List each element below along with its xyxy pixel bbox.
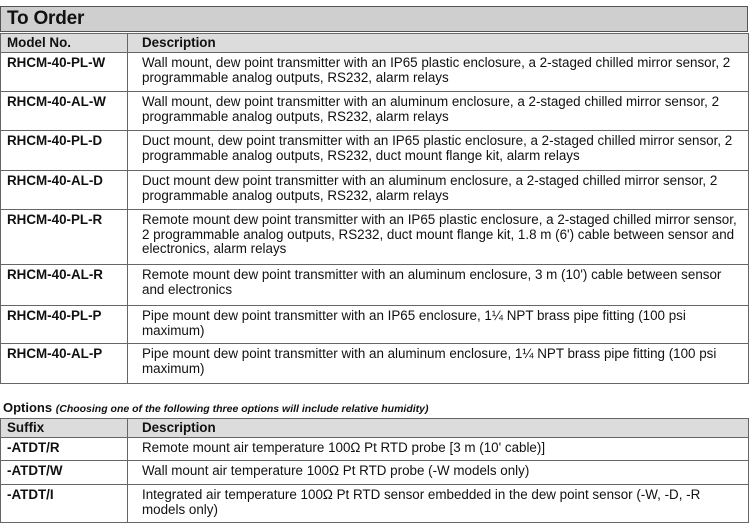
options-note: (Choosing one of the following three options will include relative humidity) — [55, 403, 429, 415]
model-description: Pipe mount dew point transmitter with an aluminum enclosure, 1¼ NPT brass pipe fitting (100 psi maximum) — [128, 344, 749, 384]
option-suffix: -ATDT/I — [1, 485, 128, 523]
models-header-row — [1, 34, 749, 53]
model-description: Duct mount, dew point transmitter with an IP65 plastic enclosure, a 2-staged chilled mirror sensor, 2 programmable analog outputs, RS232, duct mount flange kit, alarm relays — [128, 131, 749, 171]
option-description-column-header: Description — [128, 419, 749, 438]
options-title: Options — [3, 400, 53, 415]
model-number: RHCM-40-PL-R — [1, 210, 128, 265]
suffix-column-header: Suffix — [1, 419, 128, 438]
model-description: Wall mount, dew point transmitter with an aluminum enclosure, a 2-staged chilled mirror sensor, 2 programmable analog outputs, RS232, alarm relays — [128, 92, 749, 131]
model-number: RHCM-40-AL-D — [1, 171, 128, 210]
table-row — [1, 210, 749, 265]
table-row — [1, 485, 749, 523]
model-number: RHCM-40-AL-R — [1, 265, 128, 306]
table-row — [1, 131, 749, 171]
model-description: Duct mount dew point transmitter with an aluminum enclosure, a 2-staged chilled mirror sensor, 2 programmable analog outputs, RS232, alarm relays — [128, 171, 749, 210]
models-table — [0, 33, 749, 384]
section-title: To Order — [7, 8, 85, 29]
model-column-header: Model No. — [1, 34, 128, 53]
model-description: Pipe mount dew point transmitter with an IP65 enclosure, 1¼ NPT brass pipe fitting (100 psi maximum) — [128, 306, 749, 344]
option-description: Integrated air temperature 100Ω Pt RTD sensor embedded in the dew point sensor (-W, -D, -R models only) — [128, 485, 749, 523]
model-number: RHCM-40-AL-W — [1, 92, 128, 131]
table-row — [1, 53, 749, 92]
model-number: RHCM-40-PL-W — [1, 53, 128, 92]
table-row — [1, 265, 749, 306]
section-title-bar — [0, 6, 748, 32]
options-heading — [3, 400, 429, 415]
option-description: Wall mount air temperature 100Ω Pt RTD probe (-W models only) — [128, 461, 749, 485]
model-description: Wall mount, dew point transmitter with an IP65 plastic enclosure, a 2-staged chilled mirror sensor, 2 programmable analog outputs, RS232, alarm relays — [128, 53, 749, 92]
options-table — [0, 418, 749, 523]
table-row — [1, 344, 749, 384]
model-number: RHCM-40-AL-P — [1, 344, 128, 384]
description-column-header: Description — [128, 34, 749, 53]
table-row — [1, 171, 749, 210]
model-number: RHCM-40-PL-D — [1, 131, 128, 171]
option-description: Remote mount air temperature 100Ω Pt RTD probe [3 m (10' cable)] — [128, 438, 749, 461]
table-row — [1, 92, 749, 131]
option-suffix: -ATDT/R — [1, 438, 128, 461]
model-description: Remote mount dew point transmitter with an IP65 plastic enclosure, a 2-staged chilled mirror sensor, 2 programmable analog outputs, RS232, duct mount flange kit, 1.8 m (6') cable between sensor and electronics, alarm relays — [128, 210, 749, 265]
model-number: RHCM-40-PL-P — [1, 306, 128, 344]
option-suffix: -ATDT/W — [1, 461, 128, 485]
model-description: Remote mount dew point transmitter with an aluminum enclosure, 3 m (10') cable between sensor and electronics — [128, 265, 749, 306]
options-header-row — [1, 419, 749, 438]
table-row — [1, 438, 749, 461]
table-row — [1, 461, 749, 485]
table-row — [1, 306, 749, 344]
